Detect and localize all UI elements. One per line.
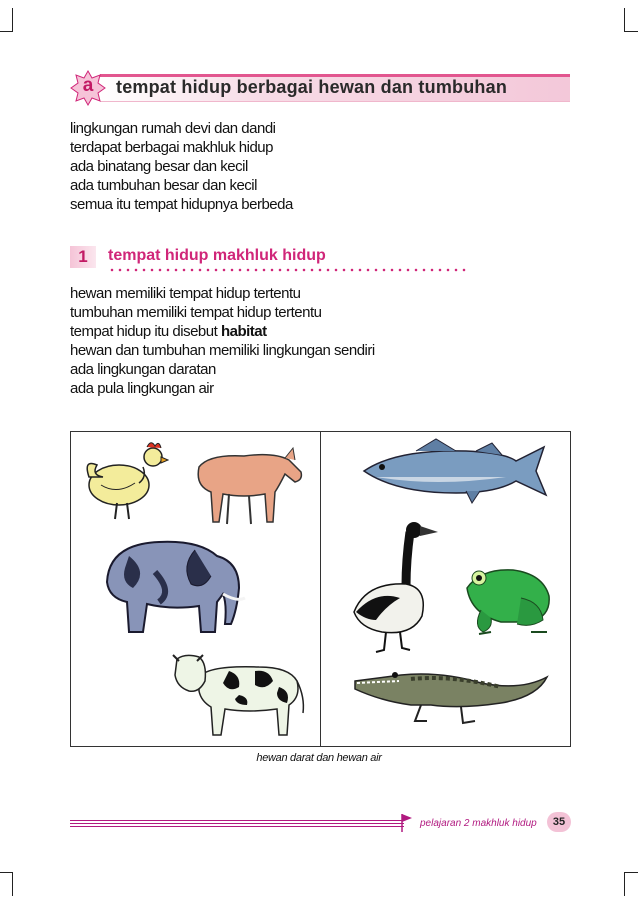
habitat-term: habitat [220, 323, 267, 340]
intro-line: ada tumbuhan besar dan kecil [70, 177, 257, 194]
body-line: hewan memiliki tempat hidup tertentu [70, 285, 301, 302]
cow-icon [169, 647, 309, 742]
goose-icon [346, 520, 446, 655]
crop-mark [0, 31, 12, 32]
chapter-label: pelajaran 2 makhluk hidup [420, 818, 537, 829]
subsection-number: 1 [70, 246, 96, 268]
subsection-title: tempat hidup makhluk hidup [108, 247, 326, 264]
crop-mark [625, 31, 638, 32]
frog-icon [461, 562, 556, 637]
crop-mark [12, 872, 13, 896]
section-header [70, 70, 570, 106]
crop-mark [624, 872, 625, 896]
crop-mark [0, 872, 12, 873]
body-line [70, 322, 375, 341]
body-line-text: tempat hidup itu disebut [70, 323, 221, 340]
body-line: ada pula lingkungan air [70, 380, 214, 397]
figure-divider [320, 432, 321, 746]
body-line: hewan dan tumbuhan memiliki lingkungan sendiri [70, 342, 375, 359]
dotted-underline [108, 268, 468, 272]
bookmark-icon [400, 812, 414, 834]
intro-paragraph [70, 119, 293, 214]
footer-rule [70, 820, 404, 830]
crop-mark [625, 872, 638, 873]
animal-figure [70, 431, 571, 747]
section-letter: a [82, 75, 94, 96]
body-line: tumbuhan memiliki tempat hidup tertentu [70, 304, 322, 321]
section-title: tempat hidup berbagai hewan dan tumbuhan [116, 77, 508, 97]
intro-line: terdapat berbagai makhluk hidup [70, 139, 273, 156]
intro-line: ada binatang besar dan kecil [70, 158, 248, 175]
horse-icon [189, 442, 309, 532]
figure-caption: hewan darat dan hewan air [256, 752, 382, 764]
intro-line: semua itu tempat hidupnya berbeda [70, 196, 293, 213]
crop-mark [12, 8, 13, 32]
intro-line: lingkungan rumah devi dan dandi [70, 120, 276, 137]
elephant-icon [99, 532, 249, 642]
crocodile-icon [351, 657, 551, 732]
fish-icon [356, 437, 551, 507]
body-paragraph [70, 284, 375, 398]
page-number: 35 [547, 812, 571, 832]
chicken-icon [81, 437, 169, 525]
body-line: ada lingkungan daratan [70, 361, 216, 378]
subsection-header [70, 244, 470, 276]
crop-mark [624, 8, 625, 32]
